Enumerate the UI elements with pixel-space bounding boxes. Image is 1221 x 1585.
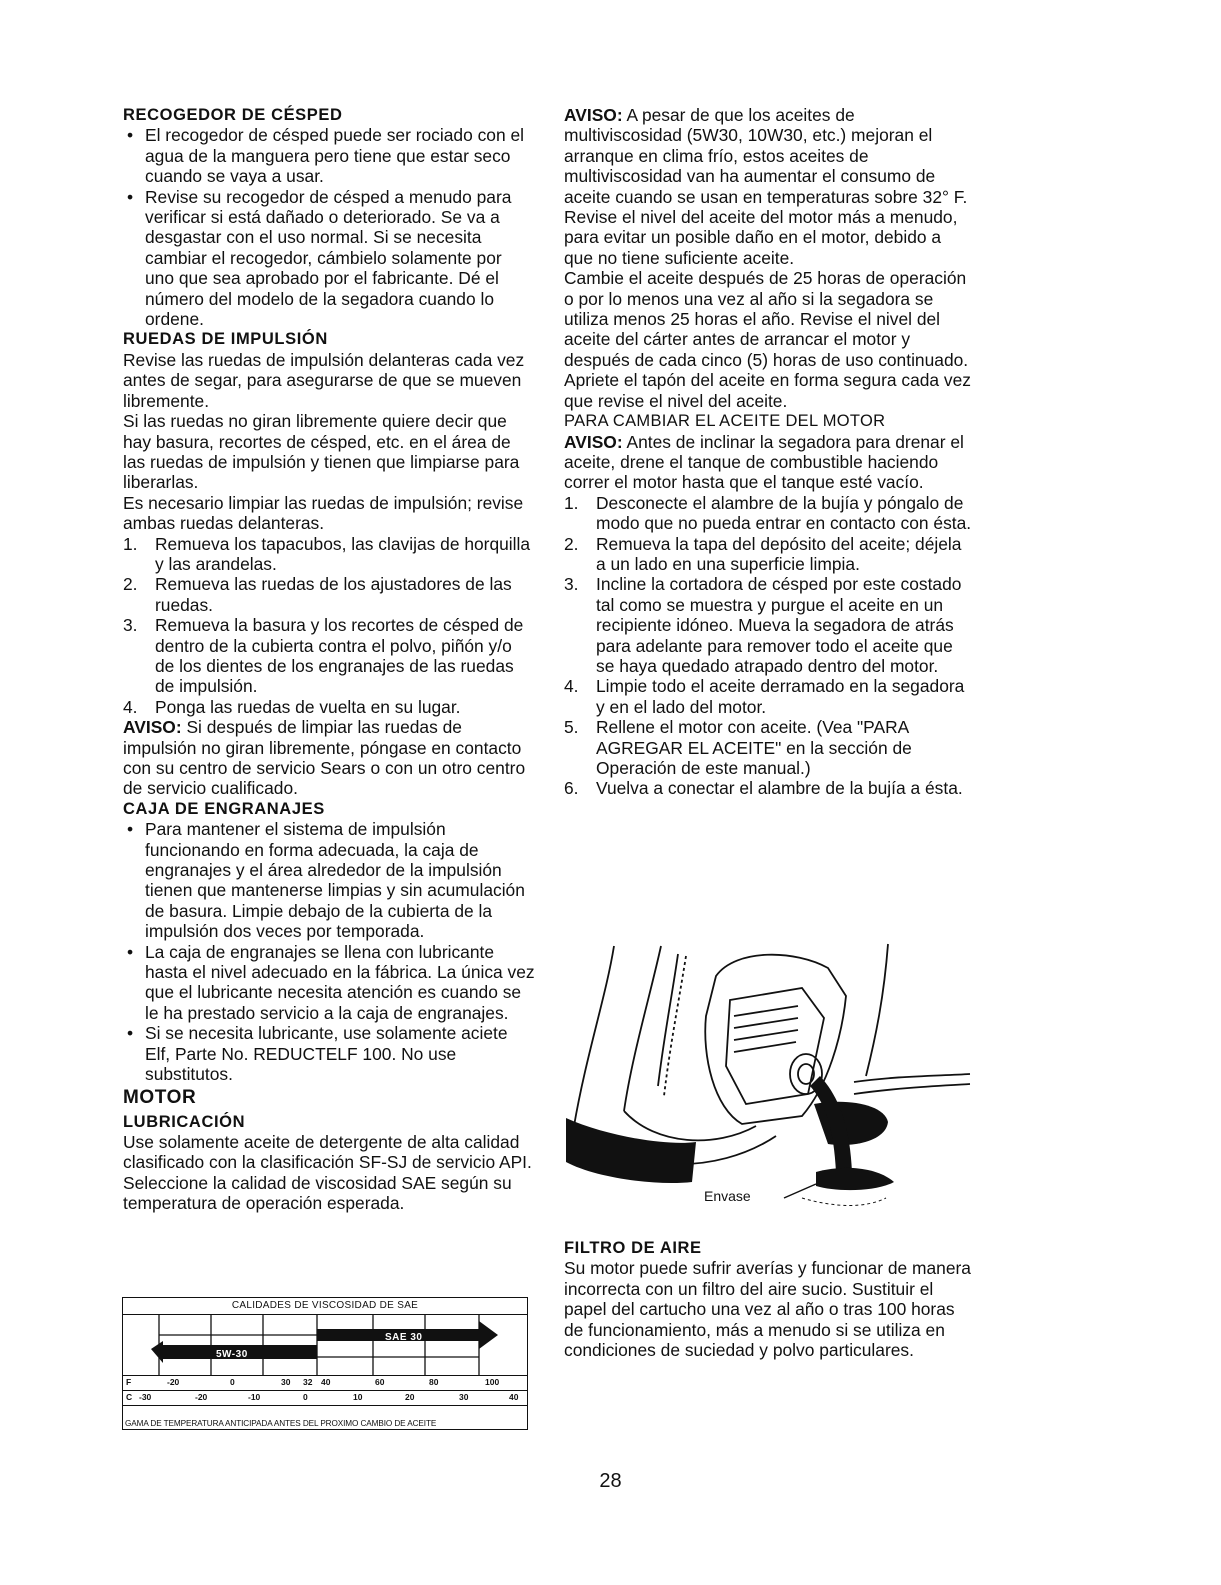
wheel-shape (566, 1118, 696, 1183)
tick-label: 60 (375, 1377, 385, 1387)
aviso-text: Si después de limpiar las ruedas de impulsión no giran libremente, póngase en contacto con su centro de servicio Sears o con un otro centro de servicio cualificado. (123, 717, 526, 799)
step-number: 1. (564, 492, 579, 513)
step-text: Incline la cortadora de césped por este costado tal como se muestra y purgue el aceite en un recipiente idóneo. Mueva la segadora de atrás para adelante para remover todo el aceite que se haya quedado atrapado dentro del motor. (596, 574, 962, 676)
aviso-label: AVISO: (123, 717, 182, 738)
recogedor-list (123, 125, 535, 329)
caja-list (123, 819, 535, 1084)
step-number: 2. (123, 574, 138, 595)
step-text: Remueva la basura y los recortes de césped de dentro de la cubierta contra el polvo, piñón y/o de los dientes de los engranajes de las ruedas de impulsión. (155, 615, 524, 697)
step-number: 6. (564, 778, 579, 799)
list-item: • Revise su recogedor de césped a menudo para verificar si está dañado o deteriorado. Se va a desgastar con el uso normal. Si se necesita cambiar el recogedor, cámbielo solamente por uno que sea aprobado por el fabricante. Dé el número del modelo de la segadora cuando lo ordene. (123, 187, 535, 330)
tick-label: 30 (281, 1377, 291, 1387)
ruedas-steps (123, 534, 535, 718)
step-text: Ponga las ruedas de vuelta en su lugar. (155, 696, 461, 717)
tick-label: -10 (248, 1392, 261, 1402)
paragraph: Use solamente aceite de detergente de alta calidad clasificado con la clasificación SF-SJ de servicio API. Seleccione la calidad de viscosidad SAE según su temperatura de operación esperada. (123, 1131, 532, 1214)
step-text: Remueva la tapa del depósito del aceite; déjela a un lado en una superficie limpia. (596, 533, 962, 574)
aviso-text: Antes de inclinar la segadora para drenar el aceite, drene el tanque de combustible haciendo correr el motor hasta que el tanque esté vacío. (564, 431, 964, 493)
heading-caja: CAJA DE ENGRANAJES (123, 799, 325, 818)
left-column (123, 105, 535, 1214)
heading-lubricacion: LUBRICACIÓN (123, 1112, 246, 1131)
tick-label: 80 (429, 1377, 439, 1387)
container-shape (816, 1168, 894, 1190)
step-number: 3. (123, 615, 138, 636)
right-column (564, 105, 974, 799)
filtro-section (564, 1238, 974, 1360)
list-item: • Para mantener el sistema de impulsión funcionando en forma adecuada, la caja de engranajes y el área alrededor de la impulsión tienen que mantenerse limpias y sin acumulación de basura. Limpie debajo de la cubierta de la impulsión dos veces por temporada. (123, 819, 535, 941)
subheading-para-cambiar: PARA CAMBIAR EL ACEITE DEL MOTOR (564, 412, 886, 431)
tick-label: 40 (509, 1392, 519, 1402)
step-number: 3. (564, 574, 579, 595)
heading-ruedas: RUEDAS DE IMPULSIÓN (123, 330, 328, 349)
divider (123, 1390, 527, 1391)
tick-label: 10 (353, 1392, 363, 1402)
step-text: Remueva los tapacubos, las clavijas de horquilla y las arandelas. (155, 533, 531, 574)
aviso-paragraph (564, 432, 974, 493)
heading-motor: MOTOR (123, 1086, 197, 1108)
divider (123, 1375, 527, 1376)
step-number: 4. (564, 676, 579, 697)
tick-label: -20 (167, 1377, 180, 1387)
list-item (123, 615, 535, 697)
paragraph: Si las ruedas no giran libremente quiere decir que hay basura, recortes de césped, etc. en el área de las ruedas de impulsión y tienen que limpiarse para liberarlas. (123, 411, 520, 493)
paragraph: Su motor puede sufrir averías y funcionar de manera incorrecta con un filtro del aire sucio. Sustituir el papel del cartucho una vez al año o tras 100 horas de funcionamiento, más a menudo si se utiliza en condiciones de suciedad y polvo particulares. (564, 1258, 971, 1361)
envase-label: Envase (704, 1188, 751, 1204)
step-text: Remueva las ruedas de los ajustadores de las ruedas. (155, 574, 512, 615)
aviso-text: A pesar de que los aceites de multiviscosidad (5W30, 10W30, etc.) mejoran el arranque en clima frío, estos aceites de multiviscosidad van ha aumentar el consumo de aceite cuando se usan en temperaturas sobre 32° F. Revise el nivel del aceite del motor más a menudo, para evitar un posible daño en el motor, debido a que no tiene suficiente aceite. (564, 105, 968, 268)
tick-label: -30 (139, 1392, 152, 1402)
tick-label: 0 (303, 1392, 308, 1402)
tick-label: 100 (485, 1377, 500, 1387)
list-item (564, 717, 974, 778)
5w30-label: 5W-30 (216, 1349, 248, 1360)
aviso-paragraph (123, 717, 535, 799)
tick-label: 40 (321, 1377, 331, 1387)
chart-footer: GAMA DE TEMPERATURA ANTICIPADA ANTES DEL PROXIMO CAMBIO DE ACEITE (125, 1419, 437, 1428)
c-axis-label: C (126, 1392, 133, 1402)
paragraph: Es necesario limpiar las ruedas de impulsión; revise ambas ruedas delanteras. (123, 492, 524, 534)
list-item (123, 697, 535, 717)
paragraph: Revise las ruedas de impulsión delanteras cada vez antes de segar, para asegurarse de que se mueven libremente. (123, 349, 525, 411)
sae30-label: SAE 30 (385, 1332, 423, 1343)
step-text: Desconecte el alambre de la bujía y póngalo de modo que no pueda entrar en contacto con ésta. (596, 492, 972, 534)
list-item (564, 574, 974, 676)
tick-label: -20 (195, 1392, 208, 1402)
step-number: 4. (123, 696, 138, 717)
list-item (564, 534, 974, 575)
chart-title: CALIDADES DE VISCOSIDAD DE SAE (231, 1300, 419, 1311)
list-item (564, 778, 974, 798)
list-item (564, 493, 974, 534)
oil-drain-illustration (566, 936, 976, 1216)
mower-drawing (566, 936, 976, 1216)
cambiar-steps (564, 493, 974, 799)
divider (123, 1405, 527, 1406)
page-number: 28 (599, 1470, 622, 1492)
f-axis-label: F (126, 1377, 132, 1387)
step-number: 2. (564, 533, 579, 554)
tick-label: 20 (405, 1392, 415, 1402)
step-number: 5. (564, 717, 579, 738)
tick-label: 0 (230, 1377, 235, 1387)
step-text: Rellene el motor con aceite. (Vea "PARA AGREGAR EL ACEITE" en la sección de Operación de este manual.) (596, 717, 912, 778)
tick-label: 32 (303, 1377, 313, 1387)
list-item (123, 574, 535, 615)
aviso-paragraph (564, 105, 974, 268)
step-number: 1. (123, 533, 138, 554)
list-item: • Si se necesita lubricante, use solamente aciete Elf, Parte No. REDUCTELF 100. No use substitutos. (123, 1023, 535, 1084)
list-item: • El recogedor de césped puede ser rociado con el agua de la manguera pero tiene que estar seco cuando se vaya a usar. (123, 125, 535, 186)
paragraph: Cambie el aceite después de 25 horas de operación o por lo menos una vez al año si la segadora se utiliza menos 25 horas el año. Revise el nivel del aceite del cárter antes de arrancar el motor y después de cada cinco (5) horas de uso continuado. Apriete el tapón del aceite en forma segura cada vez que revise el nivel del aceite. (564, 268, 971, 411)
aviso-label: AVISO: (564, 105, 623, 125)
list-item: • La caja de engranajes se llena con lubricante hasta el nivel adecuado en la fábrica. La única vez que el lubricante necesita atención es cuando se le ha prestado servicio a la caja de engranajes. (123, 942, 535, 1024)
list-item (123, 534, 535, 575)
viscosity-bars (123, 1315, 526, 1377)
step-text: Limpie todo el aceite derramado en la segadora y en el lado del motor. (596, 676, 965, 717)
aviso-label: AVISO: (564, 431, 623, 452)
heading-filtro: FILTRO DE AIRE (564, 1239, 702, 1257)
step-text: Vuelva a conectar el alambre de la bujía a ésta. (596, 778, 963, 799)
heading-recogedor: RECOGEDOR DE CÉSPED (123, 106, 343, 124)
list-item (564, 676, 974, 717)
viscosity-chart (122, 1297, 528, 1430)
tick-label: 30 (459, 1392, 469, 1402)
